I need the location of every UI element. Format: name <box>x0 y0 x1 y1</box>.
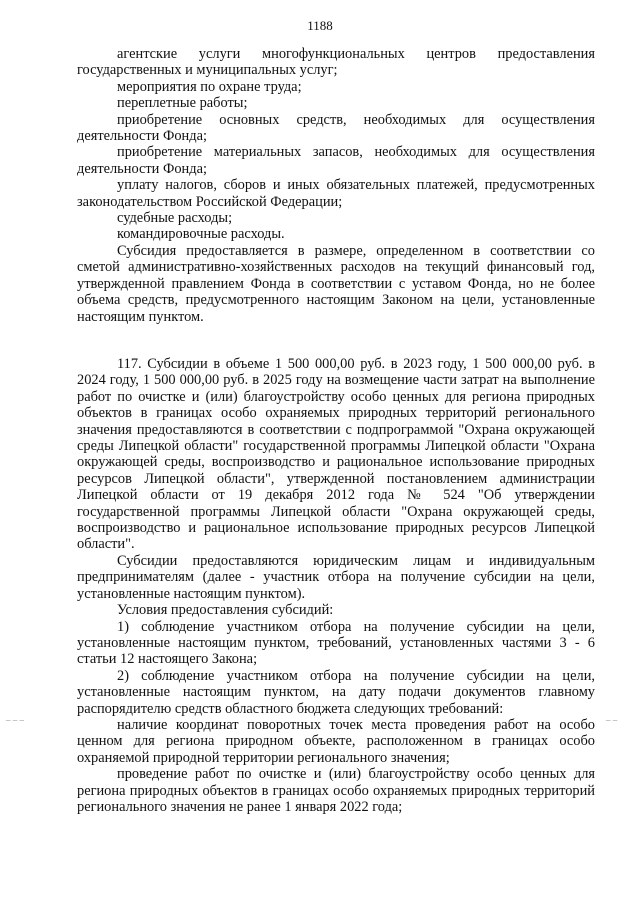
paragraph: Субсидия предоставляется в размере, определенном в соответствии со сметой административно-хозяйственных расходов на текущий финансовый год, утвержденной правлением Фонда в соответствии с уставом Фонда, но не более объема средств, предусмотренного настоящим Законом на цели, установленные настоящим пунктом. <box>77 242 595 325</box>
margin-mark-right: – – <box>606 715 618 725</box>
paragraph: уплату налогов, сборов и иных обязательных платежей, предусмотренных законодательством Российской Федерации; <box>77 177 595 210</box>
paragraph: 2) соблюдение участником отбора на получение субсидии на цели, установленные настоящим пунктом, на дату подачи документов главному распорядителю средств областного бюджета следующих требований: <box>77 667 595 717</box>
text-block-top <box>77 46 595 325</box>
margin-mark-left: – – – <box>6 715 24 725</box>
paragraph: наличие координат поворотных точек места проведения работ на особо ценном для региона природном объекте, расположенном в границах особо охраняемой природной территории регионального значения; <box>77 716 595 766</box>
paragraph: судебные расходы; <box>117 210 233 227</box>
paragraph: проведение работ по очистке и (или) благоустройству особо ценных для региона природных объектов в границах особо охраняемых природных территорий регионального значения не ранее 1 января 2022 года; <box>77 766 595 815</box>
paragraph: 117. Субсидии в объеме 1 500 000,00 руб. в 2023 году, 1 500 000,00 руб. в 2024 году, 1 500 000,00 руб. в 2025 году на возмещение части затрат на выполнение работ по очистке и (или) благоустройству особо ценных для региона природных объектов в границах особо охраняемых природных территорий регионального значения предоставляются в соответствии с подпрограммой "Охрана окружающей среды Липецкой области" государственной программы Липецкой области "Охрана окружающей среды, воспроизводство и рациональное использование природных ресурсов Липецкой области", утвержденной постановлением администрации Липецкой области от 19 декабря 2012 года № 524 "Об утверждении государственной программы Липецкой области "Охрана окружающей среды, воспроизводство и рациональное использование природных ресурсов Липецкой области". <box>77 356 595 553</box>
paragraph: переплетные работы; <box>117 95 248 112</box>
page-number: 1188 <box>307 18 333 33</box>
paragraph: Условия предоставления субсидий: <box>117 602 334 619</box>
paragraph: Субсидии предоставляются юридическим лицам и индивидуальным предпринимателям (далее - участник отбора на получение субсидии на цели, установленные настоящим пунктом). <box>77 552 595 602</box>
paragraph: 1) соблюдение участником отбора на получение субсидии на цели, установленные настоящим пунктом, требований, установленных частями 3 - 6 статьи 12 настоящего Закона; <box>77 618 595 668</box>
paragraph: приобретение основных средств, необходимых для осуществления деятельности Фонда; <box>77 111 595 145</box>
text-block-bottom <box>77 356 595 815</box>
paragraph: приобретение материальных запасов, необходимых для осуществления деятельности Фонда; <box>77 144 595 177</box>
paragraph: командировочные расходы. <box>117 226 285 243</box>
paragraph: агентские услуги многофункциональных центров предоставления государственных и муниципальных услуг; <box>77 46 595 79</box>
paragraph: мероприятия по охране труда; <box>117 78 302 95</box>
